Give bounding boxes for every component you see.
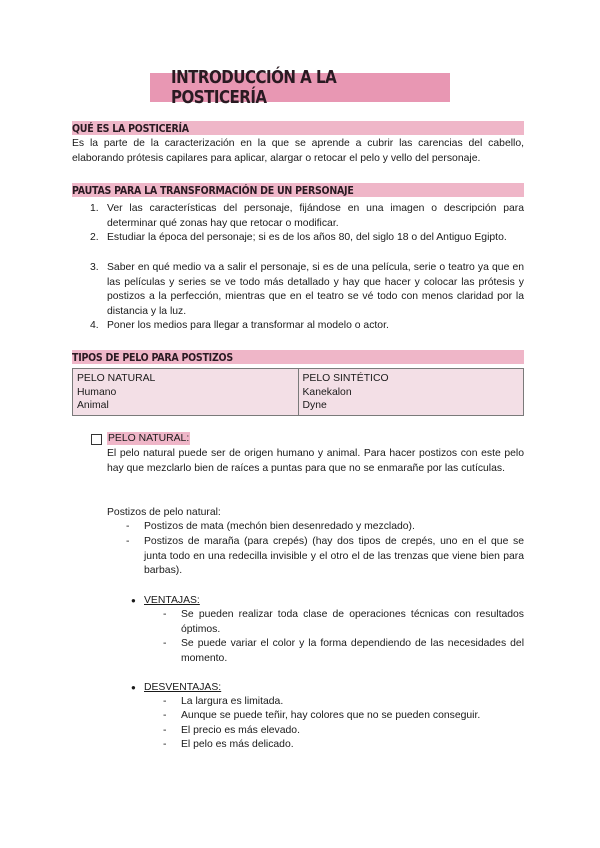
checkbox-icon	[91, 434, 102, 445]
section-heading-pautas: PAUTAS PARA LA TRANSFORMACIÓN DE UN PERSONAJE	[72, 183, 524, 197]
list-item: El pelo es más delicado.	[181, 739, 294, 750]
section-heading-tipos: TIPOS DE PELO PARA POSTIZOS	[72, 350, 524, 364]
dash-bullet: -	[163, 638, 167, 649]
list-number: 1.	[90, 203, 99, 214]
ventajas-label: VENTAJAS:	[144, 595, 200, 606]
list-item: Saber en qué medio va a salir el personaje, si es de una película, serie o teatro ya que en las películas y series se ve todo más detallado y hay que hacer y colocar las prótesis y postizos a la perfección, mientras que en el teatro se vé todo con menos claridad por la distancia y la luz.	[107, 262, 524, 317]
table-header: PELO NATURAL	[77, 373, 156, 384]
list-item: Postizos de maraña (para crepés) (hay dos tipos de crepés, uno en el que se junta todo en una redecilla invisible y el otro el de las trenzas que viene bien para barbas).	[144, 536, 524, 576]
table-cell: Animal	[77, 400, 109, 411]
table-cell: Kanekalon	[302, 386, 352, 398]
list-item: Ver las características del personaje, fijándose en una imagen o descripción para determinar qué zonas hay que retocar o modificar.	[107, 203, 524, 229]
bullet-dot: ●	[131, 596, 136, 605]
pelo-natural-intro: El pelo natural puede ser de origen humano y animal. Para hacer postizos con este pelo hay que mezclarlo bien de raíces a puntas para que no se enmarañe por las cutículas.	[107, 448, 524, 474]
page-title: INTRODUCCIÓN A LA POSTICERÍA	[171, 67, 337, 108]
dash-bullet: -	[163, 710, 167, 721]
title-banner	[150, 67, 450, 108]
dash-bullet: -	[163, 725, 167, 736]
desventajas-label: DESVENTAJAS:	[144, 682, 222, 693]
list-item: Estudiar la época del personaje; si es de los años 80, del siglo 18 o del Antiguo Egipto.	[107, 232, 507, 243]
list-item: Postizos de mata (mechón bien desenredado y mezclado).	[144, 521, 415, 532]
table-header: PELO SINTÉTICO	[302, 373, 389, 384]
list-item: Aunque se puede teñir, hay colores que no se pueden conseguir.	[181, 710, 481, 721]
dash-bullet: -	[126, 521, 130, 532]
table-cell: Humano	[77, 386, 117, 398]
dash-bullet: -	[163, 696, 167, 707]
pelo-natural-heading: PELO NATURAL:	[108, 433, 190, 444]
bullet-dot: ●	[131, 683, 136, 692]
postizos-heading: Postizos de pelo natural:	[107, 507, 221, 518]
list-item: La largura es limitada.	[181, 696, 284, 707]
list-number: 3.	[90, 262, 99, 273]
table-column-natural	[73, 369, 299, 415]
list-item: Se pueden realizar toda clase de operaciones técnicas con resultados óptimos.	[181, 609, 524, 635]
list-item: El precio es más elevado.	[181, 725, 300, 736]
dash-bullet: -	[126, 536, 130, 547]
table-column-sintetico	[299, 369, 524, 415]
table-cell: Dyne	[302, 400, 327, 411]
list-item: Poner los medios para llegar a transformar al modelo o actor.	[107, 320, 389, 331]
section-que-es-body: Es la parte de la caracterización en la que se aprende a cubrir las carencias del cabello, elaborando prótesis capilares para aplicar, alargar o retocar el pelo y vello del personaje.	[72, 138, 524, 164]
dash-bullet: -	[163, 609, 167, 620]
section-heading-que-es: QUÉ ES LA POSTICERÍA	[72, 121, 524, 135]
list-item: Se puede variar el color y la forma dependiendo de las necesidades del momento.	[181, 638, 524, 664]
list-number: 2.	[90, 232, 99, 243]
hair-types-table	[72, 368, 524, 416]
list-number: 4.	[90, 320, 99, 331]
dash-bullet: -	[163, 739, 167, 750]
